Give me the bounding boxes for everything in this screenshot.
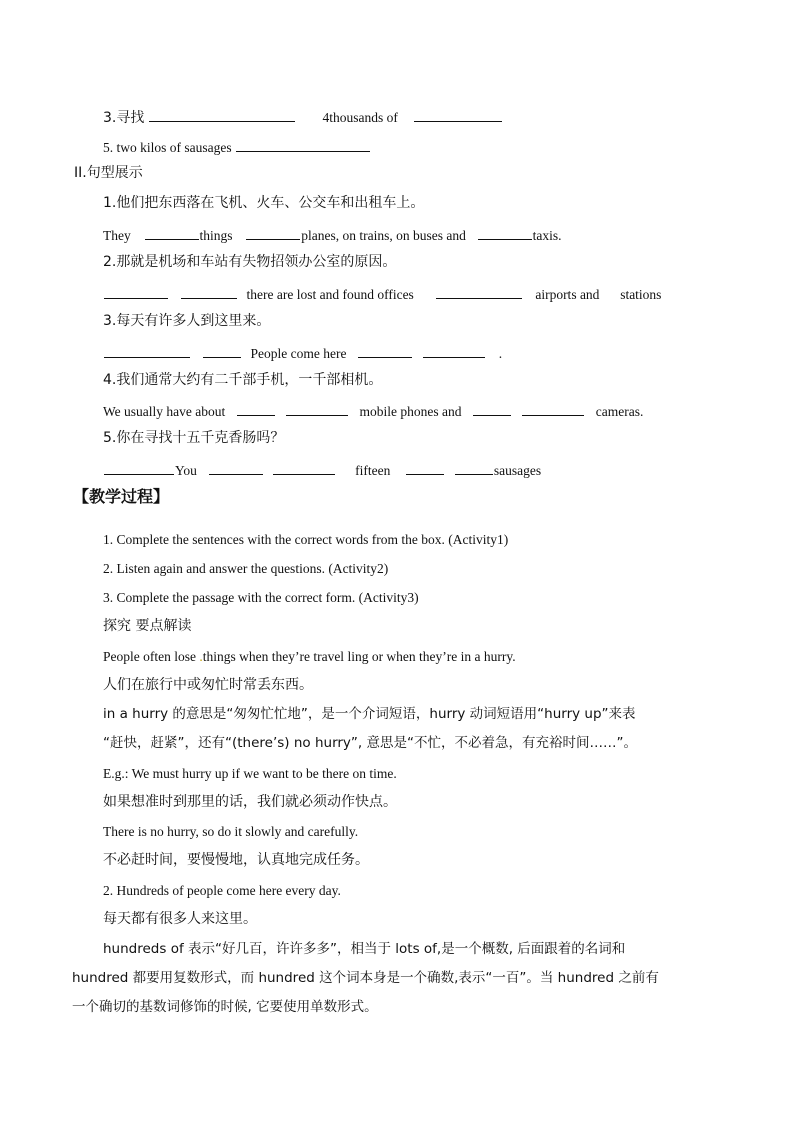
answer-blank[interactable]	[286, 401, 348, 416]
sentence-1-chinese: 1.他们把东西落在飞机、火车、公交车和出租车上。	[103, 195, 425, 211]
answer-blank[interactable]	[478, 225, 532, 240]
text: airports and	[535, 287, 600, 302]
sentence-4-english	[103, 401, 643, 421]
text: things when they’re travel ling or when they’re in a hurry.	[202, 649, 516, 664]
explanation-line-3: hundreds of 表示“好几百，许许多多”，相当于 lots of,是一个概数, 后面跟着的名词和	[103, 941, 626, 957]
text: there are lost and found offices	[246, 287, 414, 302]
explanation-line-4: hundred 都要用复数形式，而 hundred 这个词本身是一个确数,表示“一百”。当 hundred 之前有	[72, 970, 659, 986]
point-1-sentence	[103, 648, 516, 666]
text: We usually have about	[103, 404, 226, 419]
text: People come here	[250, 346, 347, 361]
explanation-line-5: 一个确切的基数词修饰的时候, 它要使用单数形式。	[72, 999, 378, 1015]
answer-blank[interactable]	[145, 225, 199, 240]
sentence-5-english	[103, 460, 541, 480]
vocab-line-3-4	[103, 107, 503, 127]
sentence-3-english	[103, 343, 502, 363]
answer-blank[interactable]	[423, 343, 485, 358]
answer-blank[interactable]	[273, 460, 335, 475]
sentence-1-english	[103, 225, 562, 245]
sentence-5-chinese: 5.你在寻找十五千克香肠吗？	[103, 430, 285, 446]
answer-blank[interactable]	[104, 343, 190, 358]
activity-1: 1. Complete the sentences with the correct words from the box. (Activity1)	[103, 532, 509, 547]
vocab-line-5	[103, 137, 371, 157]
answer-blank[interactable]	[436, 284, 522, 299]
text: planes, on trains, on buses and	[301, 228, 466, 243]
sentence-2-chinese: 2.那就是机场和车站有失物招领办公室的原因。	[103, 254, 397, 270]
answer-blank[interactable]	[149, 107, 295, 122]
point-1-translation: 人们在旅行中或匆忙时常丢东西。	[103, 677, 313, 693]
answer-blank[interactable]	[406, 460, 444, 475]
answer-blank[interactable]	[237, 401, 275, 416]
example-1-translation: 如果想准时到那里的话，我们就必须动作快点。	[103, 794, 397, 810]
answer-blank[interactable]	[246, 225, 300, 240]
explore-heading: 探究 要点解读	[103, 618, 192, 634]
activity-3: 3. Complete the passage with the correct form. (Activity3)	[103, 590, 419, 605]
answer-blank[interactable]	[236, 137, 370, 152]
answer-blank[interactable]	[181, 284, 237, 299]
sentence-4-chinese: 4.我们通常大约有二千部手机，一千部相机。	[103, 372, 383, 388]
section-heading-sentence-patterns: II.句型展示	[74, 165, 143, 181]
answer-blank[interactable]	[104, 284, 168, 299]
example-1: E.g.: We must hurry up if we want to be there on time.	[103, 766, 397, 781]
answer-blank[interactable]	[203, 343, 241, 358]
text: People often lose	[103, 649, 196, 664]
sentence-3-chinese: 3.每天有许多人到这里来。	[103, 313, 271, 329]
text: taxis.	[532, 228, 562, 243]
answer-blank[interactable]	[455, 460, 493, 475]
text: cameras.	[595, 404, 644, 419]
activity-2: 2. Listen again and answer the questions. (Activity2)	[103, 561, 389, 576]
point-2-sentence: 2. Hundreds of people come here every day.	[103, 883, 341, 898]
example-2: There is no hurry, so do it slowly and carefully.	[103, 824, 359, 839]
answer-blank[interactable]	[414, 107, 502, 122]
text: things	[199, 228, 233, 243]
point-2-translation: 每天都有很多人来这里。	[103, 911, 257, 927]
text: .	[498, 346, 503, 361]
text: stations	[620, 287, 662, 302]
text: fifteen	[355, 463, 391, 478]
text: .	[199, 649, 203, 664]
answer-blank[interactable]	[358, 343, 412, 358]
text: sausages	[493, 463, 542, 478]
text: They	[103, 228, 131, 243]
answer-blank[interactable]	[104, 460, 174, 475]
explanation-line-2: “赶快，赶紧”，还有“(there’s) no hurry”, 意思是“不忙，不必着急，有充裕时间……”。	[103, 735, 637, 751]
text: mobile phones and	[359, 404, 462, 419]
explanation-line-1: in a hurry 的意思是“匆匆忙忙地”，是一个介词短语，hurry 动词短语用“hurry up”来表	[103, 706, 636, 722]
vocab-item-5: 5. two kilos of sausages	[103, 140, 232, 155]
answer-blank[interactable]	[522, 401, 584, 416]
vocab-item-4: 4thousands of	[322, 110, 398, 125]
section-heading-teaching-process: 【教学过程】	[73, 487, 170, 506]
answer-blank[interactable]	[209, 460, 263, 475]
vocab-item-3: 3.寻找	[103, 110, 145, 126]
sentence-2-english	[103, 284, 661, 304]
example-2-translation: 不必赶时间，要慢慢地，认真地完成任务。	[103, 852, 369, 868]
answer-blank[interactable]	[473, 401, 511, 416]
text: You	[175, 463, 197, 478]
